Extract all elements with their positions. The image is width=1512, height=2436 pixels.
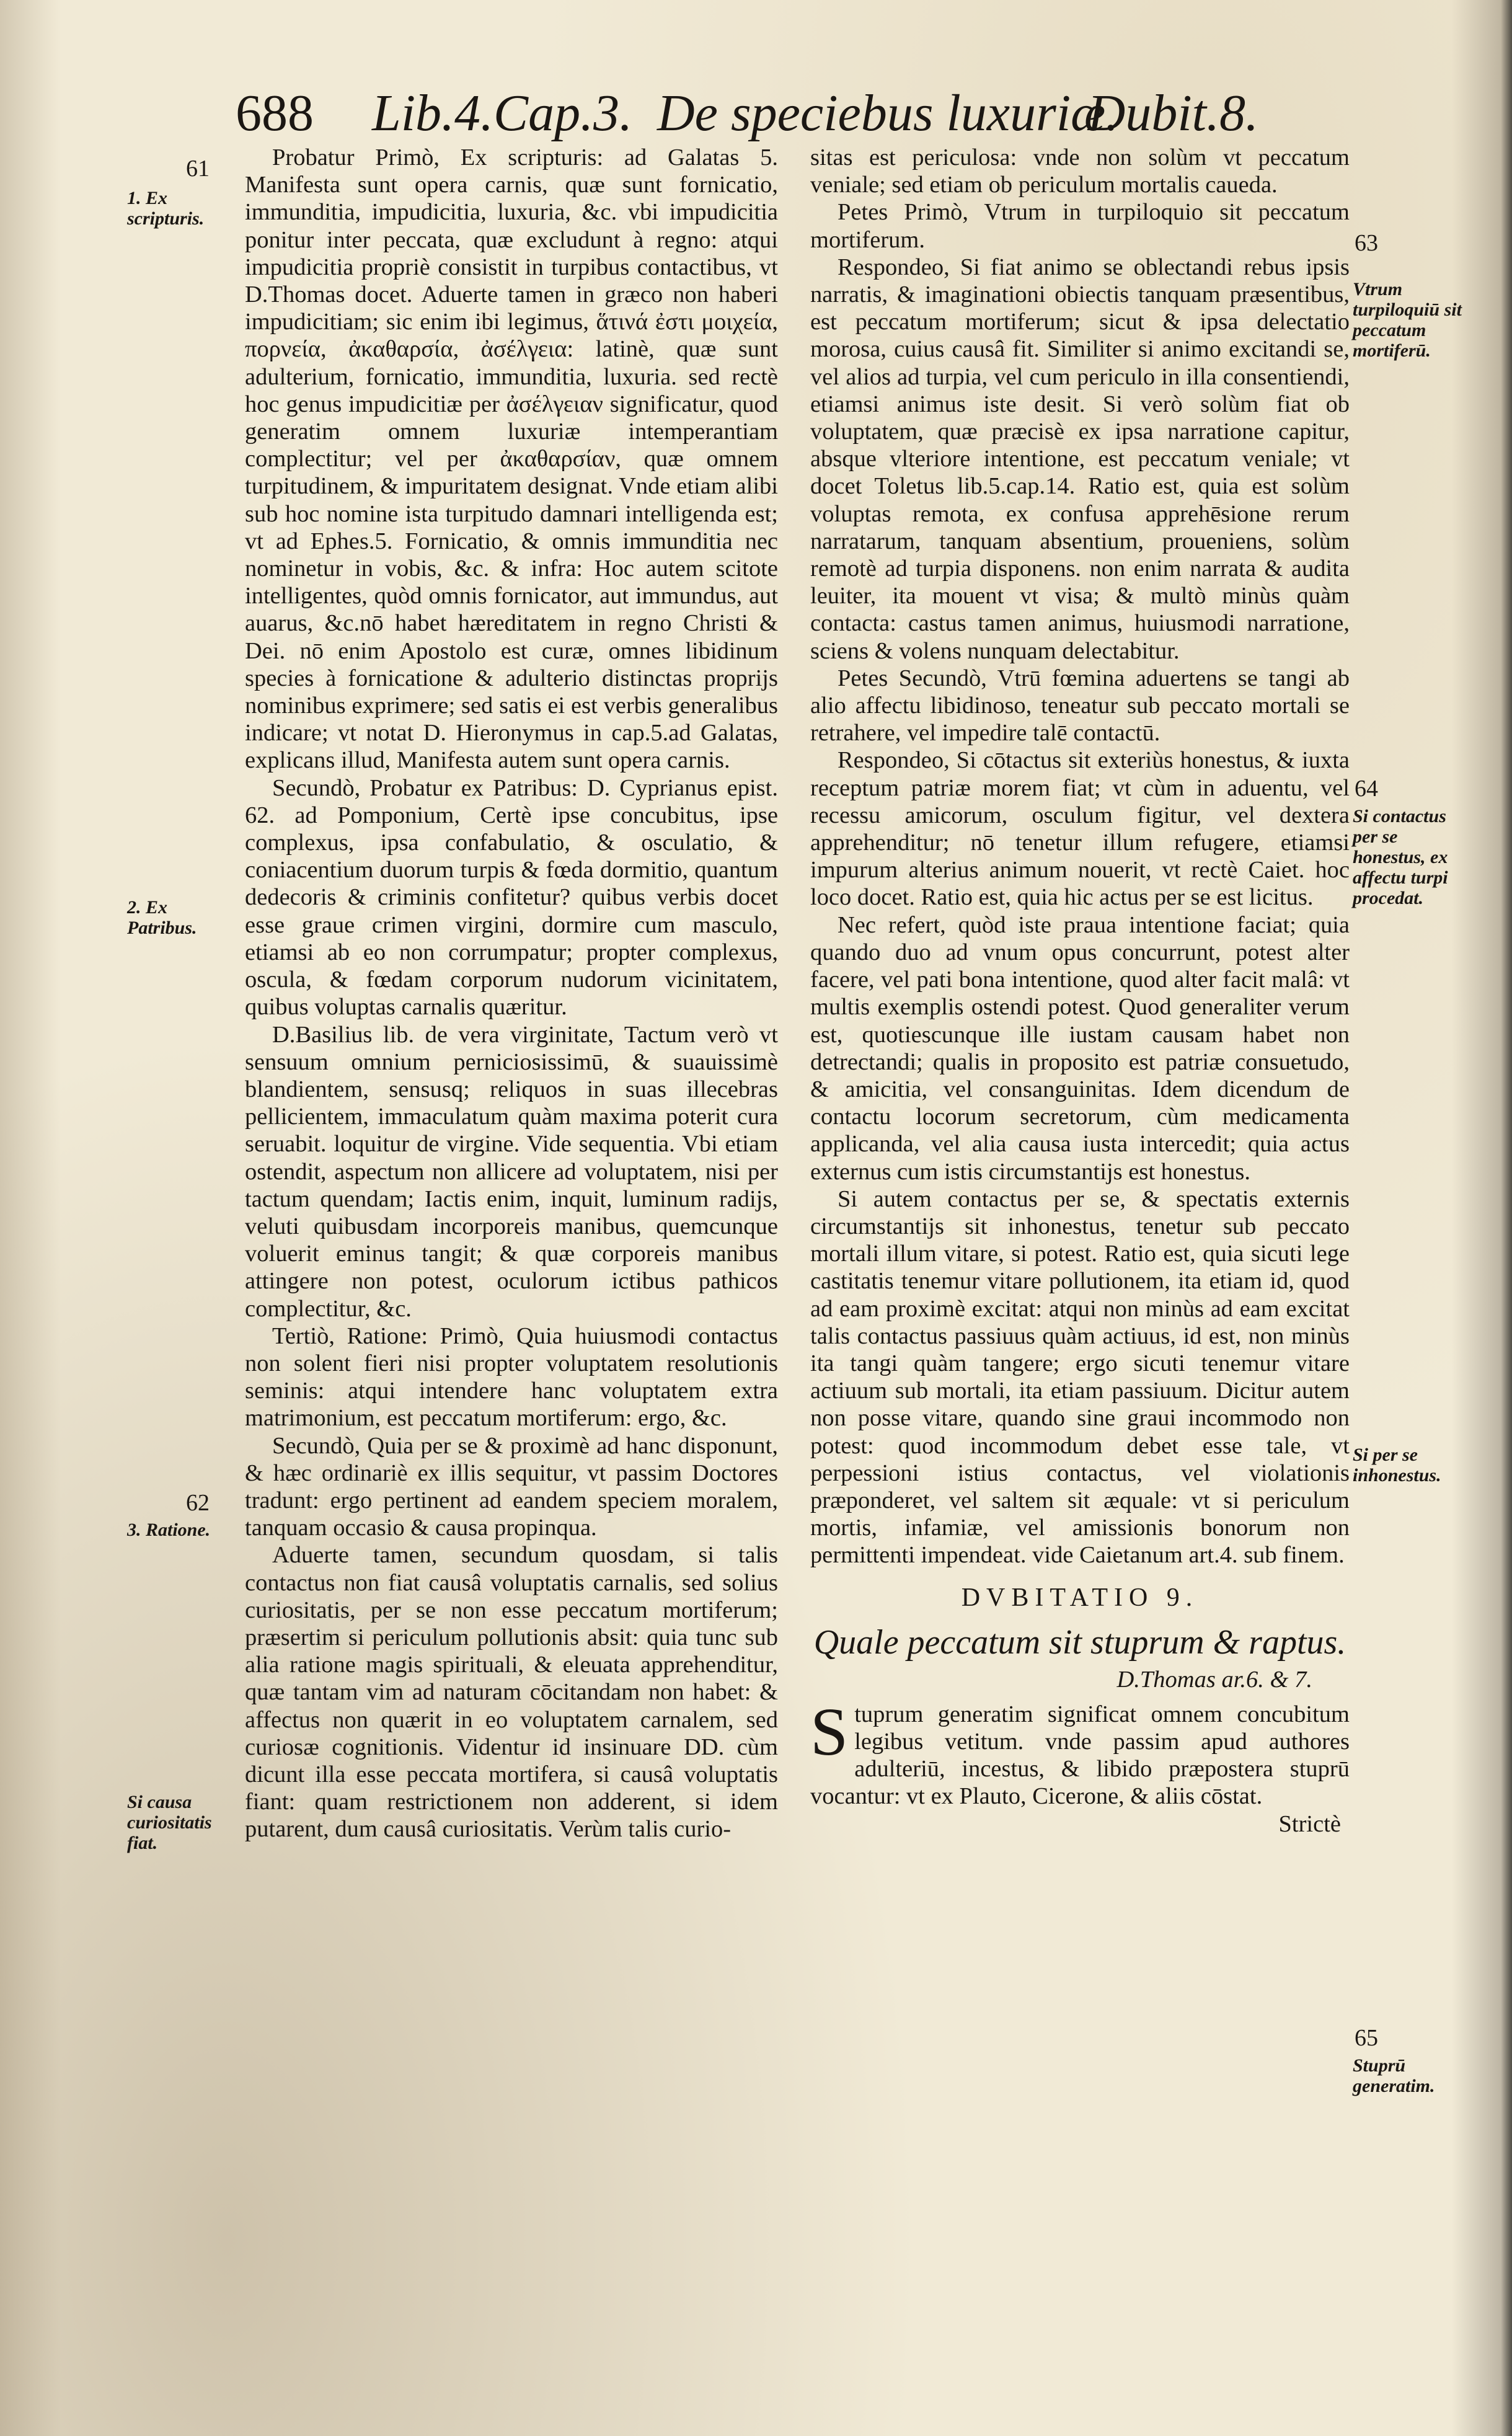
paragraph-patribus: Secundò, Probatur ex Patribus: D. Cyprianus epist. 62. ad Pomponium, Certè ipse concubitus, ipse complexus, ipsa confabulatio, & osculatio, & coniacentium duorum turpis & fœda dormitio, quantum dedecoris & criminis confitetur? quibus verbis docet esse graue crimen virgini, dormire cum masculo, etiamsi ab eo non corrumpatur; propter complexus, oscula, & fœdam corporum nudorum vicinitatem, quibus voluptas carnalis quæritur. — [245, 774, 778, 1021]
paragraph-si-autem: Si autem contactus per se, & spectatis externis circumstantijs sit inhonestus, tenetur sub peccato mortali illum vitare, si potest. Ratio est, quia sicuti lege castitatis tenemur vitare pollutionem, ita etiam id, quod ad eam proximè excitat: atqui non minùs ad eam excitat talis contactus passiuus quàm actiuus, id est, non minùs ita tangi quàm tangere; ergo sicuti tenemur vitare actiuum sub mortali, ita etiam passiuum. Dicitur autem non posse vitare, quando sine graui incommodo non potest: quod incommodum debet esse tale, vt perpessioni istius contactus, vel violationis præponderet, vel saltem sit æquale: vt si periculum mortis, infamiæ, vel amissionis bonorum non permittenti impendeat. vide Caietanum art.4. sub finem. — [810, 1185, 1350, 1569]
paragraph-nec-refert: Nec refert, quòd iste praua intentione faciat; quia quando duo ad vnum opus concurrunt, potest alter facere, vel pati bona intentione, quod alter facit malâ: vt multis exemplis ostendi potest. Quod generaliter verum est, quotiescunque ille iustam causam habet non detrectandi; qualis in proposito est patriæ consuetudo, & amicitia, vel consanguinitas. Idem dicendum de contactu locorum secretorum, cùm medicamenta applicanda, vel alia causa iusta intercedit; quia actus externus cum istis circumstantijs est honestus. — [810, 911, 1350, 1185]
running-header — [236, 79, 1258, 148]
paragraph-ratione: Tertiò, Ratione: Primò, Quia huiusmodi contactus non solent fieri nisi propter voluptatem resolutionis seminis: atqui intendere hanc voluptatem extra matrimonium, est peccatum mortiferum: ergo, &c. — [245, 1322, 778, 1432]
paragraph-number-63: 63 — [1355, 230, 1378, 256]
paragraph-petes-primo: Petes Primò, Vtrum in turpiloquio sit peccatum mortiferum. — [810, 199, 1350, 253]
gutter-shadow — [1501, 0, 1512, 2436]
margin-note-turpiloquium: Vtrum turpiloquiū sit peccatum mortiferū. — [1353, 279, 1462, 361]
margin-note-patribus: 2. Ex Patribus. — [127, 897, 197, 938]
margin-note-ratione: 3. Ratione. — [127, 1520, 211, 1540]
paragraph-respondeo-2: Respondeo, Si cōtactus sit exteriùs honestus, & iuxta receptum patriæ morem fiat; vt cùm in aduentu, vel recessu amicorum, osculum figitur, vel dextera apprehenditur; nō tenetur illum refugere, etiamsi impurum alterius animum nouerit, vt rectè Caiet. hoc loco docet. Ratio est, quia hic actus per se est licitus. — [810, 747, 1350, 911]
paragraph-basilius: D.Basilius lib. de vera virginitate, Tactum verò vt sensuum omnium perniciosissimū, & suauissimè blandientem, sensusq; reliquos in suas illecebras pellicientem, immaculatum quàm maxima poterit cura seruabit. loquitur de virgine. Vide sequentia. Vbi etiam ostendit, aspectum non allicere ad voluptatem, nisi per tactum quendam; Iactis enim, inquit, luminum radijs, veluti quibusdam incorporeis manibus, quemcunque voluerit eminus tangit; & quæ corporeis manibus attingere non potest, oculorum ictibus pathicos complectitur, &c. — [245, 1021, 778, 1322]
left-text-column — [245, 144, 778, 1843]
margin-note-curiositatis: Si causa curiositatis fiat. — [127, 1792, 212, 1853]
dubitatio-label: Dubit.8. — [1087, 84, 1258, 142]
margin-note-scripturis: 1. Ex scripturis. — [127, 188, 205, 229]
paragraph-number-62: 62 — [186, 1490, 210, 1516]
paragraph-number-61: 61 — [186, 156, 210, 182]
catchword: Strictè — [1278, 1810, 1341, 1837]
paragraph-scripturis: Probatur Primò, Ex scripturis: ad Galatas 5. Manifesta sunt opera carnis, quæ sunt fornicatio, immunditia, impudicitia, luxuria, &c. vbi impudicitia ponitur inter peccata, quæ excludunt à regno: atqui impudicitia propriè consistit in turpibus contactibus, vt D.Thomas docet. Aduerte tamen in græco non haberi impudicitiam; sic enim ibi legimus, ἅτινά ἐστι μοιχεία, πορνεία, ἀκαθαρσία, ἀσέλγεια: latinè, quæ sunt adulterium, fornicatio, immunditia, luxuria. sed rectè hoc genus impudicitiæ per ἀσέλγειαν significatur, quod generatim omnem luxuriæ intemperantiam complectitur; vel per ἀκαθαρσίαν, quæ omnem turpitudinem, & impuritatem designat. Vnde etiam alibi sub hoc nomine ista turpitudo damnari intelligenda est; vt ad Ephes.5. Fornicatio, & omnis immunditia nec nominetur in vobis, &c. & infra: Hoc autem scitote intelligentes, quòd omnis fornicator, aut immundus, aut auarus, &c.nō habet hæreditatem in regno Christi & Dei. nō enim Apostolo est curæ, omnes libidinum species à fornicatione & adulterio distinctas proprijs nominibus exprimere; sed satis ei est verbis generalibus indicare; vt notat D. Hieronymus in cap.5.ad Galatas, explicans illud, Manifesta autem sunt opera carnis. — [245, 144, 778, 774]
margin-note-stuprum: Stuprū generatim. — [1353, 2055, 1435, 2096]
paragraph-stuprum: Stuprum generatim significat omnem concubitum legibus vetitum. vnde passim apud authores adulteriū, incestus, & libido præpostera stuprū vocantur: vt ex Plauto, Cicerone, & aliis cōstat. — [810, 1693, 1350, 1810]
dubitatio-reference: D.Thomas ar.6. & 7. — [1116, 1666, 1312, 1693]
margin-note-contactus: Si contactus per se honestus, ex affectu turpi procedat. — [1353, 806, 1448, 908]
book-chapter: Lib.4.Cap.3. — [372, 84, 633, 142]
paragraph-petes-secundo: Petes Secundò, Vtrū fœmina aduertens se tangi ab alio affectu libidinoso, teneatur sub peccato mortali se retrahere, vel impedire talē contactū. — [810, 665, 1350, 746]
paragraph-secundo: Secundò, Quia per se & proximè ad hanc disponunt, & hæc ordinariè ex illis sequitur, vt passim Doctores tradunt: ergo pertinent ad eandem speciem moralem, tanquam occasio & causa propinqua. — [245, 1432, 778, 1541]
page-number: 688 — [236, 84, 314, 142]
paragraph-aduerte: Aduerte tamen, secundum quosdam, si talis contactus non fiat causâ voluptatis carnalis, sed solius curiositatis, per se non esse peccatum mortiferum; præsertim si periculum pollutionis absit: quia tunc sub alia ratione magis spirituali, & eleuata apprehenditur, quæ tantam vim ad naturam cōcitandam non habet: & affectus non quærit in eo voluptatem carnalem, sed curiosæ cognitionis. Videntur id insinuare DD. cùm dicunt illa esse peccata mortifera, si causâ voluptatis fiant: quam restrictionem non adderent, si idem putarent, dum causâ curiositatis. Verùm talis curio- — [245, 1542, 778, 1843]
right-text-column — [810, 144, 1350, 1838]
dubitatio-subtitle: Quale peccatum sit stuprum & raptus. — [813, 1623, 1346, 1662]
paragraph-number-64: 64 — [1355, 776, 1378, 802]
paragraph-continuation: sitas est periculosa: vnde non solùm vt peccatum veniale; sed etiam ob periculum mortalis caueda. — [810, 144, 1350, 198]
dubitatio-heading: DVBITATIO 9. — [961, 1583, 1199, 1612]
paragraph-respondeo-1: Respondeo, Si fiat animo se oblectandi rebus ipsis narratis, & imaginationi obiectis tanquam præsentibus, est peccatum mortiferum; sicut & ipsa delectatio morosa, cuius causâ fit. Similiter si animo excitandi se, vel alios ad turpia, vel cum periculo in illa consentiendi, etiamsi animus iste desit. Si verò solùm fiat ob voluptatem, quæ præcisè ex ipsa narratione capitur, absque vlteriore intentione, est peccatum veniale; vt docet Toletus lib.5.cap.14. Ratio est, quia est solùm voluptas remota, ex confusa apprehēsione rerum narratarum, tanquam absentium, proueniens, solùm remotè ad turpia disponens. non enim narrata & audita leuiter, ita mouent vt visa; & multò minùs quàm contacta: castus tamen animus, huiusmodi narratione, sciens & volens nunquam delectabitur. — [810, 254, 1350, 664]
running-title: De speciebus luxuriæ. — [657, 84, 1119, 142]
paragraph-number-65: 65 — [1355, 2025, 1378, 2051]
margin-note-inhonestus: Si per se inhonestus. — [1353, 1445, 1441, 1486]
